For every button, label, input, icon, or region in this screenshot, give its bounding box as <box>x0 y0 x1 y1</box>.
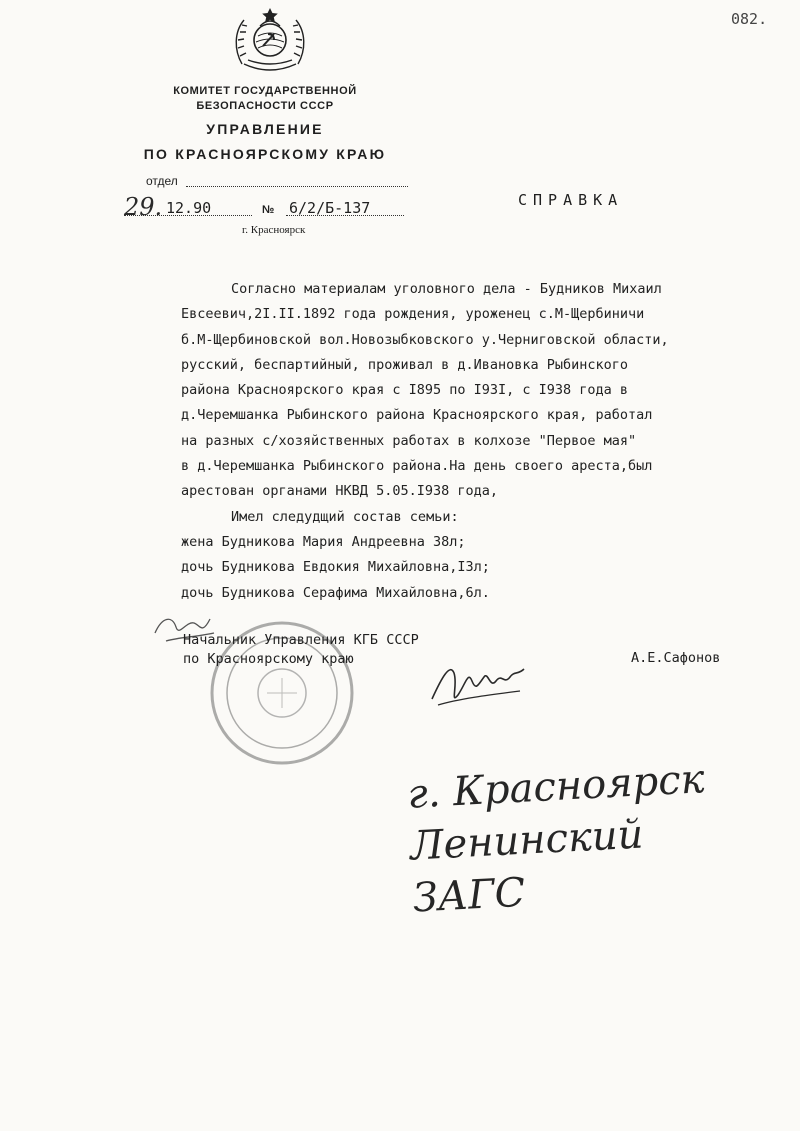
body-line: на разных с/хозяйственных работах в колхозе "Первое мая" <box>181 432 637 449</box>
family-member: дочь Будникова Евдокия Михайловна,I3л; <box>181 559 490 576</box>
document-body <box>181 277 781 606</box>
date-handwritten: 29. <box>124 193 163 221</box>
handwritten-note <box>406 751 744 924</box>
otdel-line <box>186 186 408 187</box>
ussr-emblem-icon <box>232 6 308 78</box>
letterhead <box>130 84 400 164</box>
handwritten-note-line1: г. Красноярск <box>406 756 706 818</box>
number-sign: № <box>262 204 275 216</box>
otdel-label: отдел <box>146 174 178 188</box>
body-line: Евсеевич,2I.II.1892 года рождения, уроженец с.М-Щербиничи <box>181 306 645 323</box>
family-member: жена Будникова Мария Андреевна 38л; <box>181 533 466 550</box>
document-number: 6/2/Б-137 <box>289 199 371 217</box>
dept-name-line2: ПО КРАСНОЯРСКОМУ КРАЮ <box>143 146 387 162</box>
signatory-position <box>183 631 419 669</box>
signatory-position-line2: по Красноярскому краю <box>183 651 354 667</box>
org-name-line2: БЕЗОПАСНОСТИ СССР <box>196 100 334 112</box>
body-line: в д.Черемшанка Рыбинского района.На день своего ареста,был <box>181 458 653 475</box>
family-member: дочь Будникова Серафима Михайловна,6л. <box>181 584 490 601</box>
org-name-line1: КОМИТЕТ ГОСУДАРСТВЕННОЙ <box>173 85 357 97</box>
page-number: 082. <box>731 10 768 28</box>
signatory-name: А.Е.Сафонов <box>631 650 721 666</box>
handwritten-note-line2: Ленинский <box>409 811 645 870</box>
signature-icon <box>428 655 528 715</box>
handwritten-note-line3: ЗАГС <box>411 869 527 922</box>
body-line: района Красноярского края с I895 по I93I, с I938 года в <box>181 382 629 399</box>
body-line: Согласно материалам уголовного дела - Будников Михаил <box>231 281 662 297</box>
date-typed: 12.90 <box>166 199 212 217</box>
signatory-position-line1: Начальник Управления КГБ СССР <box>183 632 419 648</box>
body-line: арестован органами НКВД 5.05.I938 года, <box>181 483 498 500</box>
body-line: д.Черемшанка Рыбинского района Красноярского края, работал <box>181 407 653 424</box>
document-title: СПРАВКА <box>518 191 624 209</box>
body-line: русский, беспартийный, проживал в д.Ивановка Рыбинского <box>181 356 629 373</box>
body-line: б.М-Щербиновской вол.Новозыбковского у.Черниговской области, <box>181 331 669 348</box>
family-heading: Имел следудщий состав семьи: <box>231 508 459 525</box>
city-label: г. Красноярск <box>242 224 306 236</box>
dept-name-line1: УПРАВЛЕНИЕ <box>206 121 324 137</box>
